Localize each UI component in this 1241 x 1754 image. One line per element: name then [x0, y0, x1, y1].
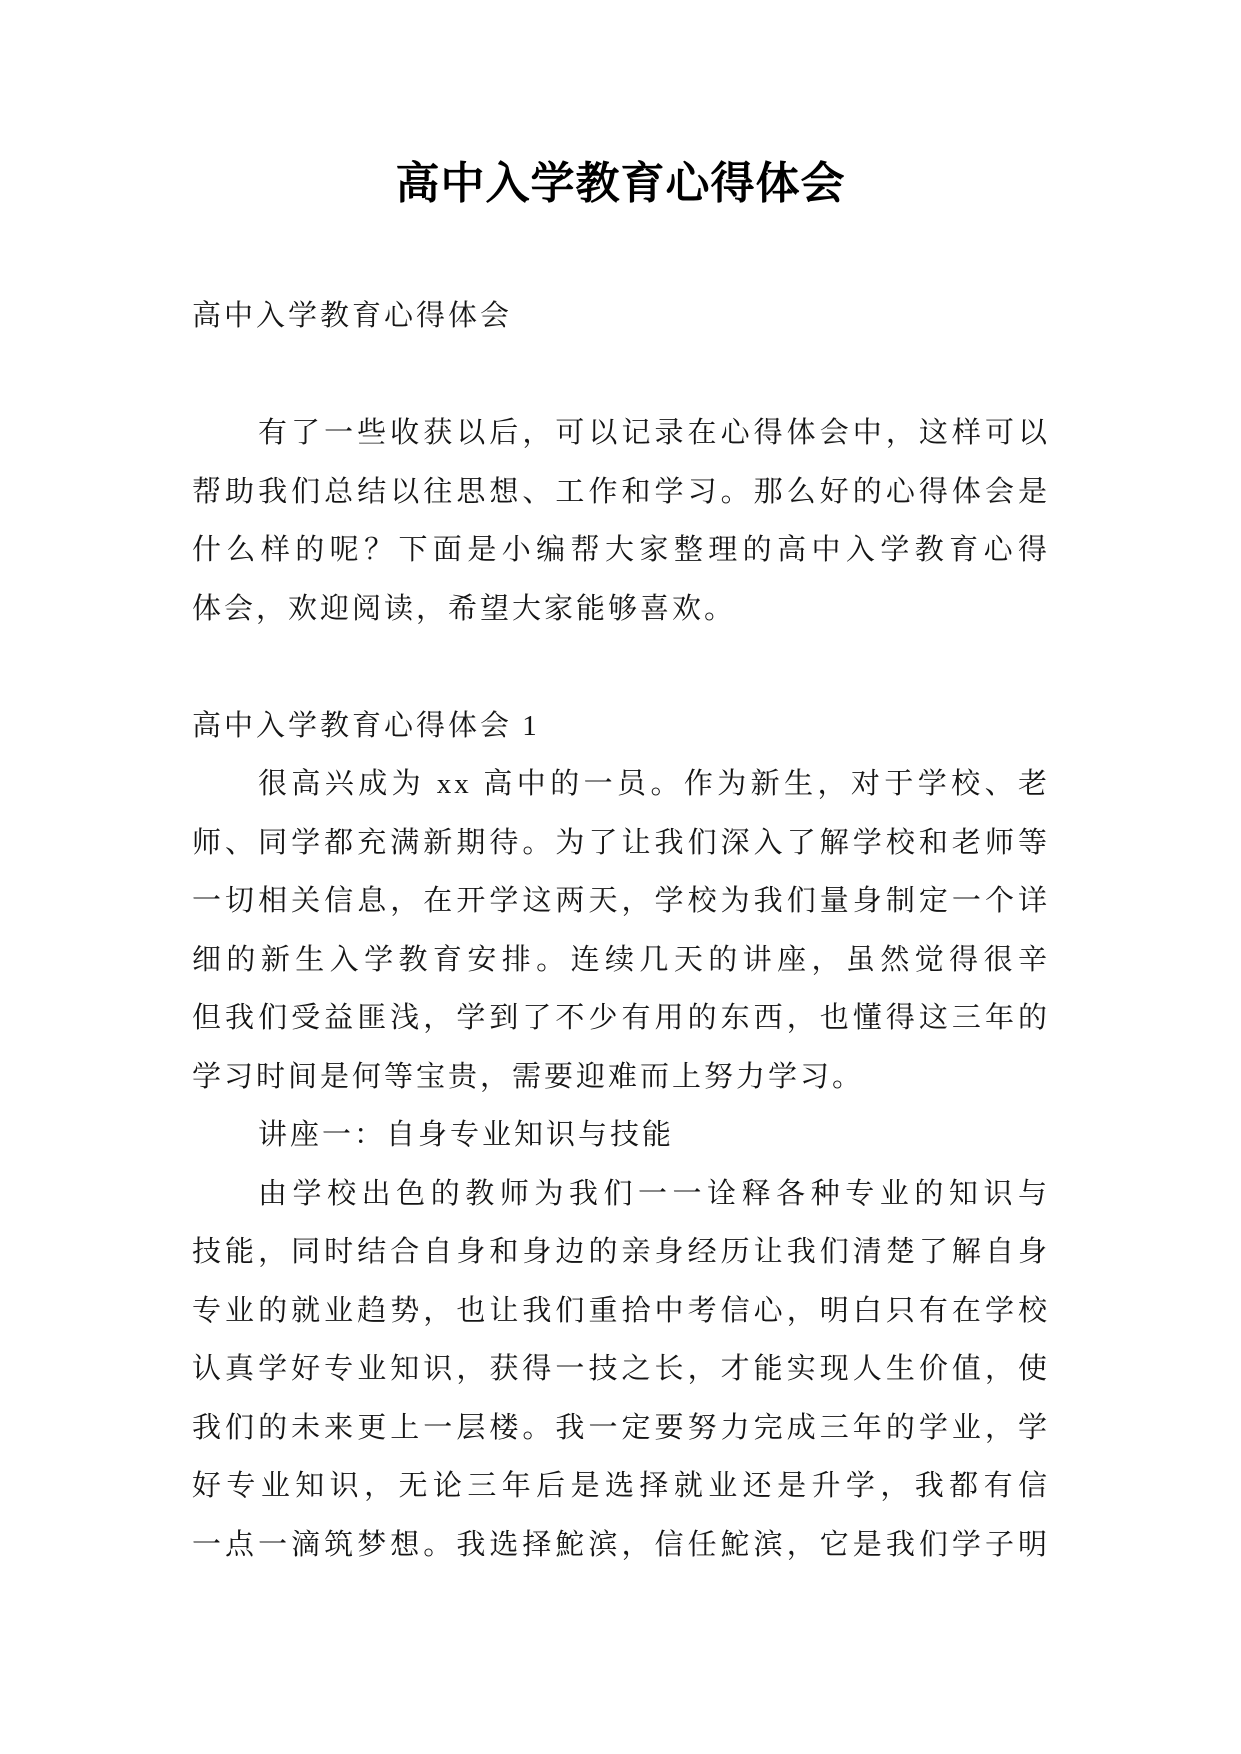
paragraph-line: 一点一滴筑梦想。我选择鮀滨，信任鮀滨，它是我们学子明	[192, 1528, 1050, 1561]
paragraph-line: 我们的未来更上一层楼。我一定要努力完成三年的学业，学	[192, 1411, 1050, 1444]
blank-line	[192, 346, 1050, 405]
intro-paragraph	[192, 404, 1050, 638]
lecture-heading: 讲座一：自身专业知识与技能	[258, 1119, 675, 1151]
paragraph-line: 认真学好专业知识，获得一技之长，才能实现人生价值，使	[192, 1353, 1050, 1385]
body-paragraph	[192, 1165, 1050, 1575]
paragraph-line: 好专业知识，无论三年后是选择就业还是升学，我都有信	[192, 1470, 1050, 1502]
document-subtitle: 高中入学教育心得体会	[192, 300, 513, 332]
paragraph-line: 由学校出色的教师为我们一一诠释各种专业的知识与	[258, 1177, 1050, 1210]
paragraph-line: 专业的就业趋势，也让我们重拾中考信心，明白只有在学校	[192, 1294, 1050, 1327]
paragraph-line: 学习时间是何等宝贵，需要迎难而上努力学习。	[192, 1060, 865, 1093]
document-body	[192, 287, 1050, 1574]
blank-line	[192, 638, 1050, 697]
paragraph-line: 细的新生入学教育安排。连续几天的讲座，虽然觉得很辛	[192, 943, 1050, 976]
paragraph-line: 帮助我们总结以往思想、工作和学习。那么好的心得体会是	[192, 475, 1050, 508]
paragraph-line: 体会，欢迎阅读，希望大家能够喜欢。	[192, 592, 737, 625]
essay-heading: 高中入学教育心得体会 1	[192, 709, 540, 742]
paragraph-line: 什么样的呢？下面是小编帮大家整理的高中入学教育心得	[192, 534, 1050, 566]
paragraph-line: 技能，同时结合自身和身边的亲身经历让我们清楚了解自身	[192, 1236, 1050, 1268]
paragraph-line: 很高兴成为 xx 高中的一员。作为新生，对于学校、老	[258, 768, 1050, 800]
paragraph-line: 但我们受益匪浅，学到了不少有用的东西，也懂得这三年的	[192, 1002, 1050, 1034]
paragraph-line: 师、同学都充满新期待。为了让我们深入了解学校和老师等	[192, 826, 1050, 859]
paragraph-line: 一切相关信息，在开学这两天，学校为我们量身制定一个详	[192, 885, 1050, 917]
document-title: 高中入学教育心得体会	[395, 159, 846, 208]
body-paragraph	[192, 755, 1050, 1106]
paragraph-line: 有了一些收获以后，可以记录在心得体会中，这样可以	[258, 417, 1050, 449]
